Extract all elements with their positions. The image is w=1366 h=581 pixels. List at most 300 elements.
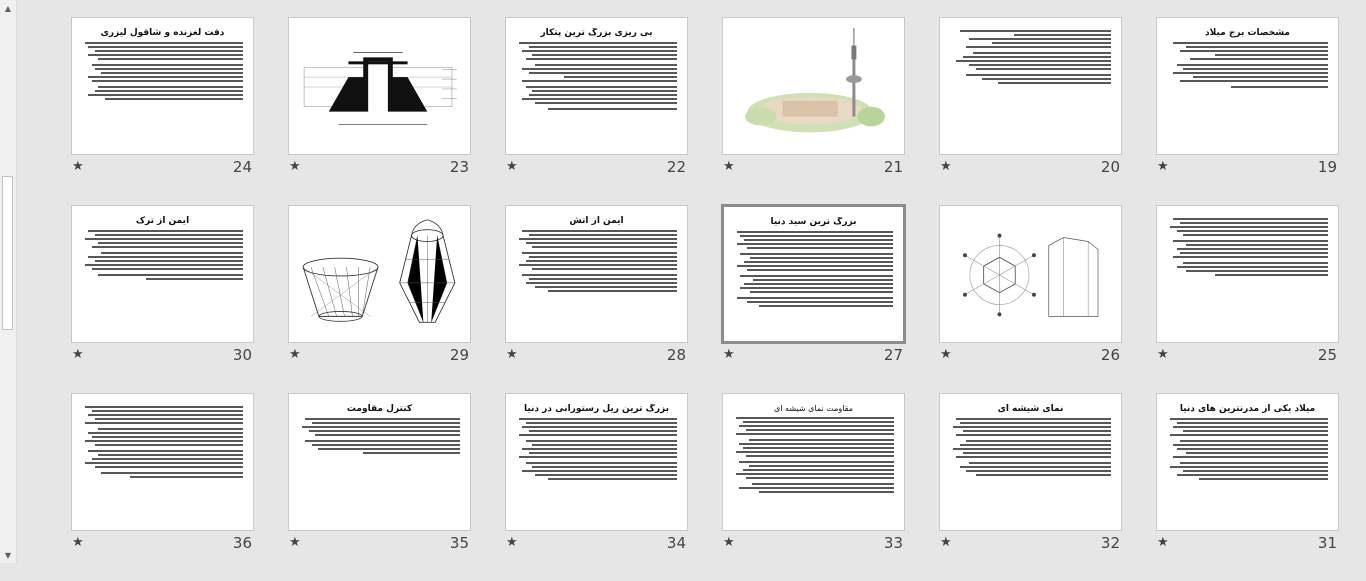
slide-20[interactable] (939, 17, 1122, 205)
text-line (526, 282, 677, 284)
text-line (85, 406, 243, 408)
tower-complex-image (723, 18, 904, 154)
slide-thumbnail[interactable] (1156, 17, 1339, 155)
slide-29[interactable] (288, 205, 471, 393)
slide-number: 23 (449, 158, 469, 176)
text-line (92, 80, 243, 82)
star-icon[interactable]: ★ (289, 535, 301, 550)
text-line (130, 476, 243, 478)
text-line (743, 469, 894, 471)
text-line (746, 455, 894, 457)
text-line (740, 253, 893, 255)
slide-text-block (1157, 418, 1338, 480)
text-line (739, 487, 894, 489)
slide-number: 27 (883, 346, 903, 364)
text-line (956, 418, 1111, 420)
text-line (1215, 54, 1328, 56)
text-line (95, 234, 243, 236)
text-line (95, 50, 243, 52)
text-line (744, 283, 893, 285)
slide-35[interactable] (288, 393, 471, 581)
text-line (535, 474, 677, 476)
text-line (522, 274, 677, 276)
slide-number: 30 (232, 346, 252, 364)
slide-thumbnail[interactable] (722, 393, 905, 531)
text-line (1173, 240, 1328, 242)
text-line (736, 473, 894, 475)
text-line (966, 440, 1111, 442)
star-icon[interactable]: ★ (723, 535, 735, 550)
text-line (998, 82, 1111, 84)
text-line (960, 444, 1111, 446)
text-line (966, 470, 1111, 472)
text-line (750, 291, 893, 293)
text-line (529, 234, 677, 236)
text-line (737, 231, 893, 233)
slide-text-block (940, 30, 1121, 84)
text-line (302, 426, 460, 428)
text-line (312, 422, 460, 424)
slide-21[interactable] (722, 17, 905, 205)
text-line (750, 257, 893, 259)
text-line (969, 462, 1111, 464)
star-icon[interactable]: ★ (289, 347, 301, 362)
star-icon[interactable]: ★ (72, 535, 84, 550)
slide-title: ایمن از ترک (135, 216, 190, 226)
text-line (982, 78, 1111, 80)
text-line (752, 483, 894, 485)
slide-23[interactable] (288, 17, 471, 205)
text-line (1173, 456, 1328, 458)
text-line (740, 275, 893, 277)
text-line (1173, 218, 1328, 220)
text-line (522, 98, 677, 100)
text-line (1183, 470, 1328, 472)
text-line (1177, 448, 1328, 450)
text-line (88, 46, 243, 48)
slide-thumbnail[interactable] (288, 393, 471, 531)
slide-text-block (1157, 42, 1338, 88)
text-line (1183, 234, 1328, 236)
slide-number: 33 (883, 534, 903, 552)
text-line (529, 94, 677, 96)
text-line (747, 247, 893, 249)
text-line (564, 76, 677, 78)
scroll-thumb[interactable] (2, 176, 13, 330)
slide-thumbnail[interactable] (505, 205, 688, 343)
star-icon[interactable]: ★ (506, 347, 518, 362)
text-line (95, 260, 243, 262)
slide-title: دقت لغزنده و شاقول لیزری (100, 28, 225, 38)
text-line (749, 465, 894, 467)
text-line (522, 252, 677, 254)
text-line (1180, 222, 1328, 224)
slide-32[interactable] (939, 393, 1122, 581)
text-line (976, 474, 1111, 476)
text-line (956, 434, 1111, 436)
text-line (973, 52, 1111, 54)
text-line (1190, 58, 1328, 60)
text-line (960, 422, 1111, 424)
text-line (98, 58, 243, 60)
slide-thumbnail[interactable] (288, 205, 471, 343)
text-line (1177, 266, 1328, 268)
text-line (548, 478, 677, 480)
slide-sorter (17, 0, 1366, 563)
text-line (963, 452, 1111, 454)
text-line (1170, 466, 1328, 468)
slide-thumbnail[interactable] (1156, 205, 1339, 343)
text-line (744, 261, 893, 263)
text-line (969, 38, 1111, 40)
text-line (529, 256, 677, 258)
text-line (526, 58, 677, 60)
text-line (532, 54, 677, 56)
text-line (532, 246, 677, 248)
star-icon[interactable]: ★ (940, 159, 952, 174)
text-line (526, 260, 677, 262)
text-line (1173, 426, 1328, 428)
text-line (1170, 418, 1328, 420)
text-line (532, 268, 677, 270)
text-line (92, 458, 243, 460)
text-line (1183, 262, 1328, 264)
slide-19[interactable] (1156, 17, 1339, 205)
text-line (737, 243, 893, 245)
slide-25[interactable] (1156, 205, 1339, 393)
text-line (88, 414, 243, 416)
text-line (88, 432, 243, 434)
slide-thumbnail[interactable] (1156, 393, 1339, 531)
text-line (98, 86, 243, 88)
text-line (747, 269, 893, 271)
slide-thumbnail-selected[interactable] (721, 204, 906, 344)
tower-structure-drawing (289, 206, 470, 342)
slide-thumbnail[interactable] (939, 393, 1122, 531)
star-icon[interactable]: ★ (723, 347, 735, 362)
slide-text-block (289, 418, 470, 454)
text-line (1173, 42, 1328, 44)
text-line (966, 74, 1111, 76)
text-line (1014, 34, 1111, 36)
slide-text-block (723, 417, 904, 493)
slide-number: 24 (232, 158, 252, 176)
text-line (749, 439, 894, 441)
slide-number: 25 (1317, 346, 1337, 364)
slide-thumbnail[interactable] (71, 17, 254, 155)
text-line (753, 279, 893, 281)
slide-number: 22 (666, 158, 686, 176)
text-line (305, 440, 460, 442)
slide-27[interactable] (722, 205, 905, 393)
text-line (1215, 274, 1328, 276)
text-line (101, 72, 243, 74)
text-line (759, 305, 893, 307)
text-line (85, 422, 243, 424)
text-line (88, 256, 243, 258)
slide-title: مقاومت نمای شیشه ای (774, 404, 853, 413)
slide-title: بزرگ ترین ریل رستورانی در دنیا (523, 404, 670, 414)
slide-33[interactable] (722, 393, 905, 581)
slide-number: 35 (449, 534, 469, 552)
foundation-section-drawing (289, 18, 470, 154)
text-line (101, 252, 243, 254)
text-line (960, 466, 1111, 468)
text-line (535, 102, 677, 104)
slide-title: نمای شیشه ای (997, 404, 1064, 414)
text-line (736, 433, 894, 435)
text-line (1177, 422, 1328, 424)
slide-number: 36 (232, 534, 252, 552)
text-line (963, 56, 1111, 58)
slide-title: بزرگ ترین سید دنیا (770, 217, 857, 227)
text-line (519, 42, 677, 44)
text-line (1170, 434, 1328, 436)
text-line (976, 68, 1111, 70)
text-line (532, 466, 677, 468)
text-line (88, 54, 243, 56)
text-line (95, 68, 243, 70)
text-line (747, 301, 893, 303)
text-line (743, 421, 894, 423)
text-line (532, 90, 677, 92)
slide-number: 20 (1100, 158, 1120, 176)
star-icon[interactable]: ★ (940, 347, 952, 362)
scroll-up-icon[interactable]: ▲ (4, 3, 12, 13)
tower-plan-drawing (940, 206, 1121, 342)
text-line (737, 297, 893, 299)
text-line (1193, 76, 1328, 78)
text-line (1183, 430, 1328, 432)
text-line (98, 428, 243, 430)
text-line (966, 46, 1111, 48)
slide-24[interactable] (71, 17, 254, 205)
slide-thumbnail[interactable] (939, 17, 1122, 155)
text-line (98, 454, 243, 456)
star-icon[interactable]: ★ (506, 535, 518, 550)
text-line (1186, 46, 1328, 48)
text-line (963, 430, 1111, 432)
slide-number: 19 (1317, 158, 1337, 176)
slide-title: ایمن از آتش (569, 216, 624, 226)
text-line (85, 264, 243, 266)
text-line (740, 235, 893, 237)
text-line (85, 440, 243, 442)
text-line (1180, 80, 1328, 82)
text-line (969, 64, 1111, 66)
text-line (519, 264, 677, 266)
slide-text-block (1157, 218, 1338, 276)
text-line (548, 290, 677, 292)
slide-number: 28 (666, 346, 686, 364)
text-line (737, 265, 893, 267)
text-line (1177, 64, 1328, 66)
vertical-scrollbar[interactable] (0, 0, 17, 563)
text-line (95, 466, 243, 468)
star-icon[interactable]: ★ (72, 347, 84, 362)
slide-thumbnail[interactable] (288, 17, 471, 155)
text-line (101, 472, 243, 474)
text-line (548, 108, 677, 110)
slide-number: 26 (1100, 346, 1120, 364)
slide-thumbnail[interactable] (71, 205, 254, 343)
text-line (522, 426, 677, 428)
slide-thumbnail[interactable] (939, 205, 1122, 343)
text-line (88, 94, 243, 96)
slide-number: 21 (883, 158, 903, 176)
text-line (746, 429, 894, 431)
slide-number: 29 (449, 346, 469, 364)
star-icon[interactable]: ★ (289, 159, 301, 174)
text-line (1186, 244, 1328, 246)
slide-text-block (506, 230, 687, 292)
text-line (98, 274, 243, 276)
text-line (535, 64, 677, 66)
slide-text-block (72, 42, 253, 100)
text-line (953, 426, 1111, 428)
text-line (88, 76, 243, 78)
text-line (522, 50, 677, 52)
text-line (529, 278, 677, 280)
text-line (1177, 230, 1328, 232)
slide-30[interactable] (71, 205, 254, 393)
slide-title: میلاد یکی از مدرنترین های دنیا (1179, 404, 1316, 414)
text-line (92, 268, 243, 270)
text-line (522, 80, 677, 82)
text-line (744, 239, 893, 241)
text-line (529, 430, 677, 432)
slide-31[interactable] (1156, 393, 1339, 581)
text-line (1186, 452, 1328, 454)
text-line (529, 72, 677, 74)
slide-title: مشخصات برج میلاد (1205, 28, 1290, 38)
star-icon[interactable]: ★ (72, 159, 84, 174)
text-line (1183, 68, 1328, 70)
text-line (739, 461, 894, 463)
slide-thumbnail[interactable] (505, 17, 688, 155)
text-line (522, 448, 677, 450)
text-line (363, 452, 460, 454)
text-line (1186, 270, 1328, 272)
slide-title: کنترل مقاومت (346, 404, 413, 414)
slide-thumbnail[interactable] (71, 393, 254, 531)
slide-thumbnail[interactable] (722, 17, 905, 155)
slide-26[interactable] (939, 205, 1122, 393)
slide-text-block (72, 230, 253, 280)
star-icon[interactable]: ★ (723, 159, 735, 174)
text-line (739, 425, 894, 427)
star-icon[interactable]: ★ (506, 159, 518, 174)
slide-34[interactable] (505, 393, 688, 581)
text-line (743, 447, 894, 449)
text-line (519, 418, 677, 420)
slide-36[interactable] (71, 393, 254, 581)
text-line (92, 436, 243, 438)
text-line (146, 278, 243, 280)
text-line (1173, 444, 1328, 446)
text-line (1173, 72, 1328, 74)
slide-text-block (506, 42, 687, 110)
text-line (305, 418, 460, 420)
text-line (956, 60, 1111, 62)
text-line (953, 448, 1111, 450)
text-line (105, 98, 243, 100)
text-line (526, 440, 677, 442)
text-line (88, 230, 243, 232)
text-line (960, 30, 1111, 32)
text-line (1173, 256, 1328, 258)
text-line (85, 42, 243, 44)
text-line (1180, 252, 1328, 254)
text-line (526, 422, 677, 424)
text-line (759, 491, 894, 493)
text-line (92, 64, 243, 66)
slide-22[interactable] (505, 17, 688, 205)
text-line (529, 46, 677, 48)
text-line (739, 443, 894, 445)
text-line (88, 450, 243, 452)
slide-title: بی ریزی بزرگ ترین پتکار (540, 28, 653, 38)
text-line (1180, 440, 1328, 442)
text-line (95, 444, 243, 446)
text-line (526, 86, 677, 88)
slide-thumbnail[interactable] (505, 393, 688, 531)
star-icon[interactable]: ★ (940, 535, 952, 550)
scroll-down-icon[interactable]: ▼ (4, 550, 12, 560)
text-line (740, 287, 893, 289)
text-line (736, 417, 894, 419)
text-line (522, 68, 677, 70)
star-icon[interactable]: ★ (1157, 347, 1169, 362)
slide-28[interactable] (505, 205, 688, 393)
slide-text-block (724, 231, 903, 307)
text-line (526, 462, 677, 464)
text-line (95, 90, 243, 92)
text-line (535, 286, 677, 288)
text-line (318, 448, 460, 450)
text-line (85, 238, 243, 240)
slide-number: 32 (1100, 534, 1120, 552)
text-line (1231, 86, 1328, 88)
text-line (956, 456, 1111, 458)
text-line (746, 477, 894, 479)
star-icon[interactable]: ★ (1157, 159, 1169, 174)
text-line (522, 230, 677, 232)
text-line (529, 452, 677, 454)
text-line (1177, 474, 1328, 476)
text-line (532, 444, 677, 446)
text-line (1180, 50, 1328, 52)
text-line (309, 430, 460, 432)
text-line (519, 456, 677, 458)
text-line (522, 470, 677, 472)
text-line (98, 242, 243, 244)
text-line (1177, 248, 1328, 250)
text-line (92, 410, 243, 412)
star-icon[interactable]: ★ (1157, 535, 1169, 550)
text-line (312, 444, 460, 446)
text-line (85, 462, 243, 464)
text-line (315, 434, 460, 436)
text-line (1199, 478, 1328, 480)
text-line (519, 238, 677, 240)
text-line (526, 242, 677, 244)
slide-number: 34 (666, 534, 686, 552)
slide-text-block (72, 406, 253, 478)
slide-text-block (940, 418, 1121, 476)
text-line (519, 434, 677, 436)
slide-number: 31 (1317, 534, 1337, 552)
